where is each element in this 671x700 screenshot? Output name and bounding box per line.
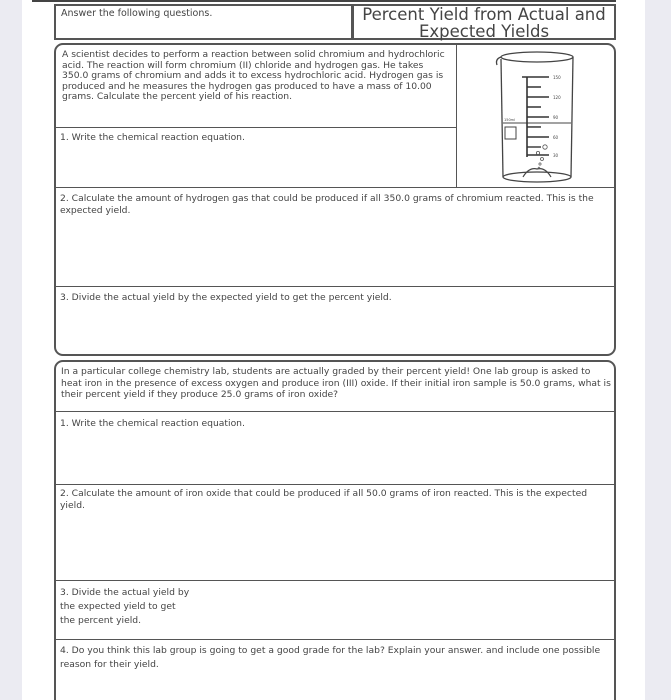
question-text: 2. Calculate the amount of hydrogen gas that could be produced if all 350.0 grams of chromium reacted. This is the expected yield. (60, 193, 594, 216)
problem-2-question-2[interactable] (56, 485, 616, 581)
problem-2-question-1[interactable] (56, 412, 616, 485)
question-text: 3. Divide the actual yield by the expected yield to get the percent yield. (60, 292, 392, 303)
title-line-2: Expected Yields (418, 22, 550, 41)
question-text: 1. Write the chemical reaction equation. (60, 132, 245, 143)
scale-label-60: 60 (553, 135, 559, 140)
scale-label-30: 30 (553, 153, 559, 158)
question-text-line: the expected yield to get (60, 601, 176, 612)
volume-label: 150ml (504, 118, 516, 122)
viewer-margin-right (645, 0, 671, 700)
question-text-line: the percent yield. (60, 615, 142, 626)
worksheet-title (352, 4, 616, 40)
problem-2-question-4[interactable] (56, 640, 616, 700)
problem-1-question-3[interactable] (56, 287, 616, 356)
scale-label-150: 150 (553, 75, 561, 80)
scale-label-90: 90 (553, 115, 559, 120)
problem-1-prompt: A scientist decides to perform a reaction between solid chromium and hydrochloric acid. The reaction will form chromium (II) chloride and hydrogen gas. He takes 350.0 grams of chromium and adds it to excess hydrochloric acid. Hydrogen gas is produced and he measures the hydrogen gas produced to have a mass of 10.00 grams. Calculate the percent yield of his reaction. (56, 45, 457, 128)
problem-1-box (54, 43, 616, 356)
question-text: 1. Write the chemical reaction equation. (60, 418, 245, 429)
problem-2-prompt: In a particular college chemistry lab, students are actually graded by their percent yield! One lab group is asked to heat iron in the presence of excess oxygen and produce iron (III) oxide. If their initial iron sample is 50.0 grams, what is their percent yield if they produce 25.0 grams of iron oxide? (56, 362, 616, 412)
problem-2-question-3[interactable] (56, 581, 616, 640)
scale-label-120: 120 (553, 95, 561, 100)
title-line-1: Percent Yield from Actual and (362, 5, 606, 24)
problem-1-question-1[interactable] (56, 128, 457, 188)
instructions-text: Answer the following questions. (61, 8, 213, 19)
problem-2-box (54, 360, 616, 700)
top-border-rule (32, 0, 616, 2)
question-text-line: 3. Divide the actual yield by (60, 587, 190, 598)
beaker-illustration-cell (457, 45, 616, 188)
viewer-margin-left (0, 0, 22, 700)
problem-1-question-2[interactable] (56, 188, 616, 287)
question-text: 4. Do you think this lab group is going to get a good grade for the lab? Explain your answer. and include one possible reason for their yield. (60, 645, 601, 670)
beaker-icon (485, 49, 585, 187)
instructions-box (54, 4, 353, 40)
question-text: 2. Calculate the amount of iron oxide that could be produced if all 50.0 grams of iron reacted. This is the expected yield. (60, 488, 588, 511)
